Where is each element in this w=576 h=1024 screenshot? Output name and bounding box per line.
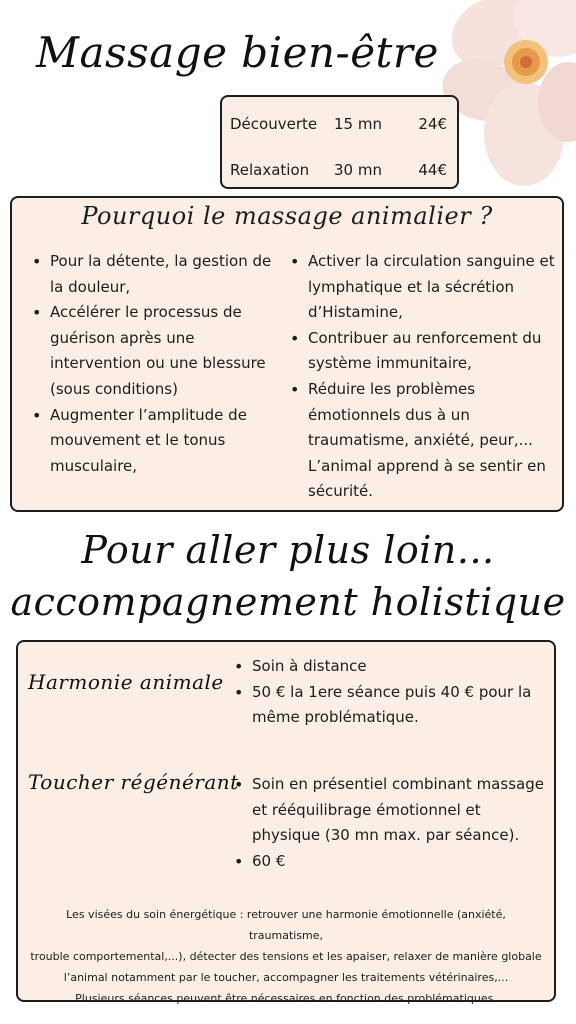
- page-title: Massage bien-être: [36, 28, 439, 77]
- why-panel: [10, 196, 564, 512]
- footnote-line: trouble comportemental,...), détecter des tensions et les apaiser, relaxer de manière globale: [30, 950, 542, 963]
- footnote-line: Les visées du soin énergétique : retrouver une harmonie émotionnelle (anxiété, traumatisme,: [66, 908, 506, 942]
- service-name: Toucher régénérant: [28, 770, 239, 794]
- holistic-title-line1: Pour aller plus loin...: [81, 528, 495, 572]
- list-item: • Contribuer au renforcement du système immunitaire,: [290, 326, 558, 377]
- price-name: Découverte: [230, 115, 318, 133]
- list-item: • Soin en présentiel combinant massage et rééquilibrage émotionnel et physique (30 mn max. par séance).: [234, 772, 552, 849]
- price-box: [220, 95, 459, 189]
- list-item: • 60 €: [234, 849, 552, 875]
- holistic-title-line2: accompagnement holistique: [10, 580, 566, 624]
- list-item: • 50 € la 1ere séance puis 40 € pour la même problématique.: [234, 680, 552, 731]
- why-list-right: [290, 249, 558, 505]
- service-name: Harmonie animale: [28, 670, 224, 694]
- price-name: Relaxation: [230, 161, 310, 179]
- service-points: [234, 772, 552, 874]
- list-item: • Pour la détente, la gestion de la douleur,: [32, 249, 277, 300]
- price-duration: 30 mn: [334, 161, 382, 179]
- list-item: • Activer la circulation sanguine et lymphatique et la sécrétion d’Histamine,: [290, 249, 558, 326]
- why-list-left: [32, 249, 277, 479]
- holistic-panel: [16, 640, 556, 1005]
- why-title: Pourquoi le massage animalier ?: [81, 202, 493, 230]
- price-value: 44€: [418, 161, 447, 179]
- footnote-line: Plusieurs séances peuvent être nécessaires en fonction des problématiques.: [75, 992, 497, 1005]
- list-item: • Réduire les problèmes émotionnels dus à un traumatisme, anxiété, peur,... L’animal apprend à se sentir en sécurité.: [290, 377, 558, 505]
- footnote: [28, 904, 544, 1009]
- price-duration: 15 mn: [334, 115, 382, 133]
- footnote-line: l’animal notamment par le toucher, accompagner les traitements vétérinaires,...: [63, 971, 509, 984]
- list-item: • Accélérer le processus de guérison après une intervention ou une blessure (sous conditions): [32, 300, 277, 402]
- list-item: • Soin à distance: [234, 654, 552, 680]
- list-item: • Augmenter l’amplitude de mouvement et le tonus musculaire,: [32, 403, 277, 480]
- service-points: [234, 654, 552, 731]
- price-value: 24€: [418, 115, 447, 133]
